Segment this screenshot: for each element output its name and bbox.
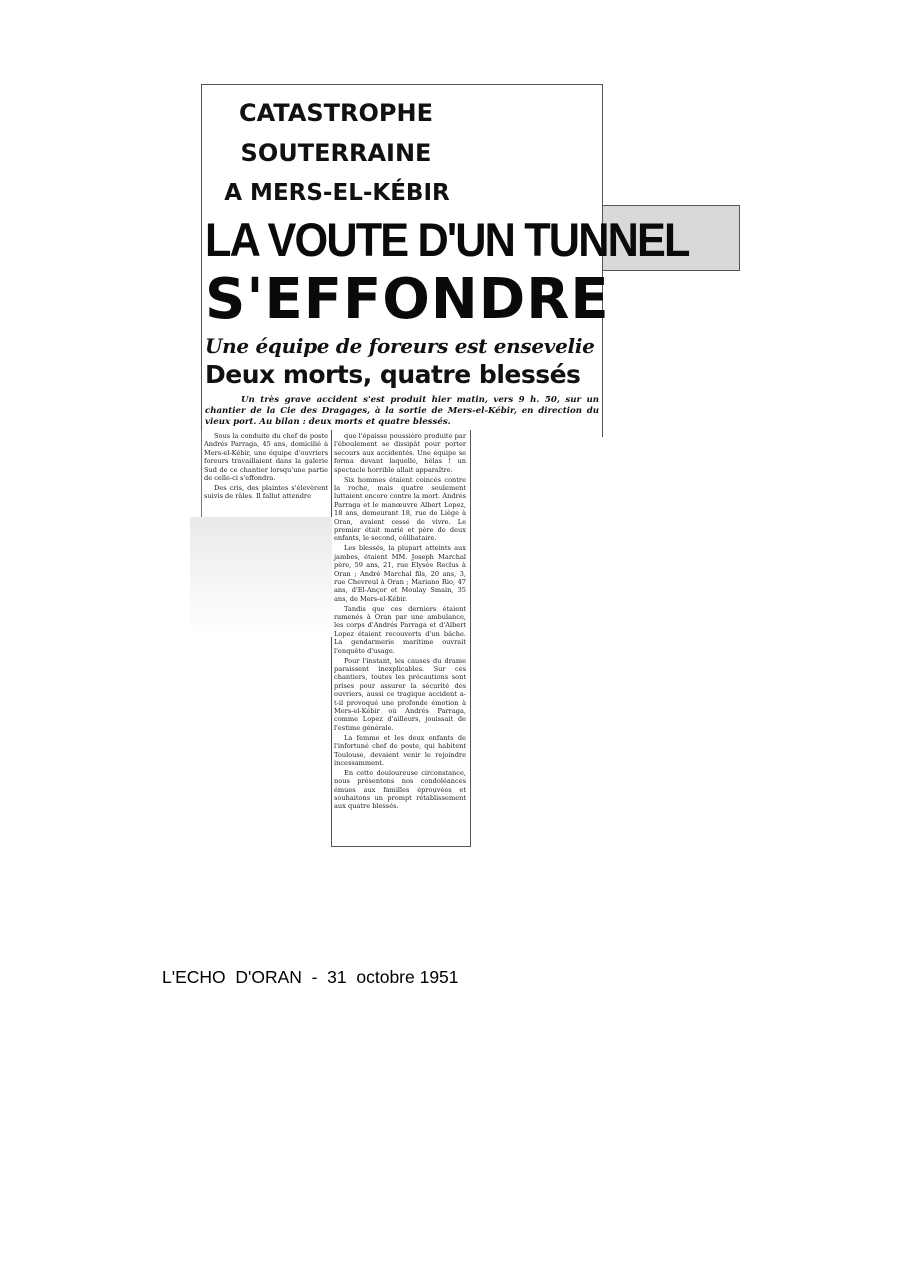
column2-paragraph: La femme et les deux enfants de l'infortuné chef de poste, qui habitent Toulouse, devaient venir le rejoindre incessamment. xyxy=(334,733,466,767)
article-column-1 xyxy=(204,432,328,502)
kicker-line-1: CATASTROPHE xyxy=(205,100,467,126)
source-caption: L'ECHO D'ORAN - 31 octobre 1951 xyxy=(162,967,459,987)
column2-paragraph: Pour l'instant, les causes du drame paraissent inexplicables. Sur ces chantiers, toutes les précautions sont prises pour assurer la sécurité des ouvriers, aussi ce tragique accident a-t-il provoqué une profonde émotion à Mers-el-Kébir où Andrés Parraga, comme Lopez d'ailleurs, jouissait de l'estime générale. xyxy=(334,656,466,732)
column2-paragraph: Tandis que ces derniers étaient ramenés à Oran par une ambulance, les corps d'Andrés Parraga et d'Albert Lopez étaient recouverts d'un bâche. La gendarmerie maritime ouvrait l'enquête d'usage. xyxy=(334,604,466,655)
headline-line-2: S'EFFONDRE xyxy=(205,267,610,332)
headline-line-1: LA VOUTE D'UN TUNNEL xyxy=(205,213,689,266)
column2-paragraph: Les blessés, la plupart atteints aux jambes, étaient MM. Joseph Marchal père, 59 ans, 21, rue Elysée Reclus à Oran ; André Marchal fils, 20 ans, 3, rue Chevreul à Oran ; Mariano Rio, 47 ans, d'El-Ançor et Moulay Smain, 35 ans, de Mers-el-Kébir. xyxy=(334,544,466,603)
lead-paragraph: Un très grave accident s'est produit hier matin, vers 9 h. 50, sur un chantier de la Cie des Dragages, à la sortie de Mers-el-Kébir, en direction du vieux port. Au bilan : deux morts et quatre blessés. xyxy=(205,395,599,427)
column1-paragraph: Sous la conduite du chef de poste Andrés Parraga, 45 ans, domicilié à Mers-el-Kébir, une équipe d'ouvriers foreurs travaillaient dans la galerie Sud de ce chantier lorsqu'une partie de celle-ci s'effondra. xyxy=(204,432,328,483)
column2-paragraph: Six hommes étaient coincés contre la roche, mais quatre seulement luttaient encore contre la mort. Andrés Parraga et le manœuvre Albert Lopez, 18 ans, demeurant 18, rue de Liège à Oran, avaient cessé de vivre. Le premier était marié et père de deux enfants, le second, célibataire. xyxy=(334,475,466,543)
kicker-line-3: A MERS-EL-KÉBIR xyxy=(203,180,471,206)
subheadline-2: Deux morts, quatre blessés xyxy=(205,360,581,389)
scan-shadow xyxy=(190,517,332,637)
column1-paragraph: Des cris, des plaintes s'élevèrent suivis de râles. Il fallut attendre xyxy=(204,483,328,501)
kicker-line-2: SOUTERRAINE xyxy=(205,140,467,166)
subheadline-1: Une équipe de foreurs est ensevelie xyxy=(205,334,595,358)
article-column-2 xyxy=(334,432,466,812)
column2-paragraph: que l'épaisse poussière produite par l'éboulement se dissipât pour porter secours aux accidentés. Une équipe se forma devant laquelle, hélas ! un spectacle horrible allait apparaître. xyxy=(334,432,466,474)
column2-paragraph: En cette douloureuse circonstance, nous présentons nos condoléances émues aux familles éprouvées et souhaitons un prompt rétablissement aux quatre blessés. xyxy=(334,768,466,811)
